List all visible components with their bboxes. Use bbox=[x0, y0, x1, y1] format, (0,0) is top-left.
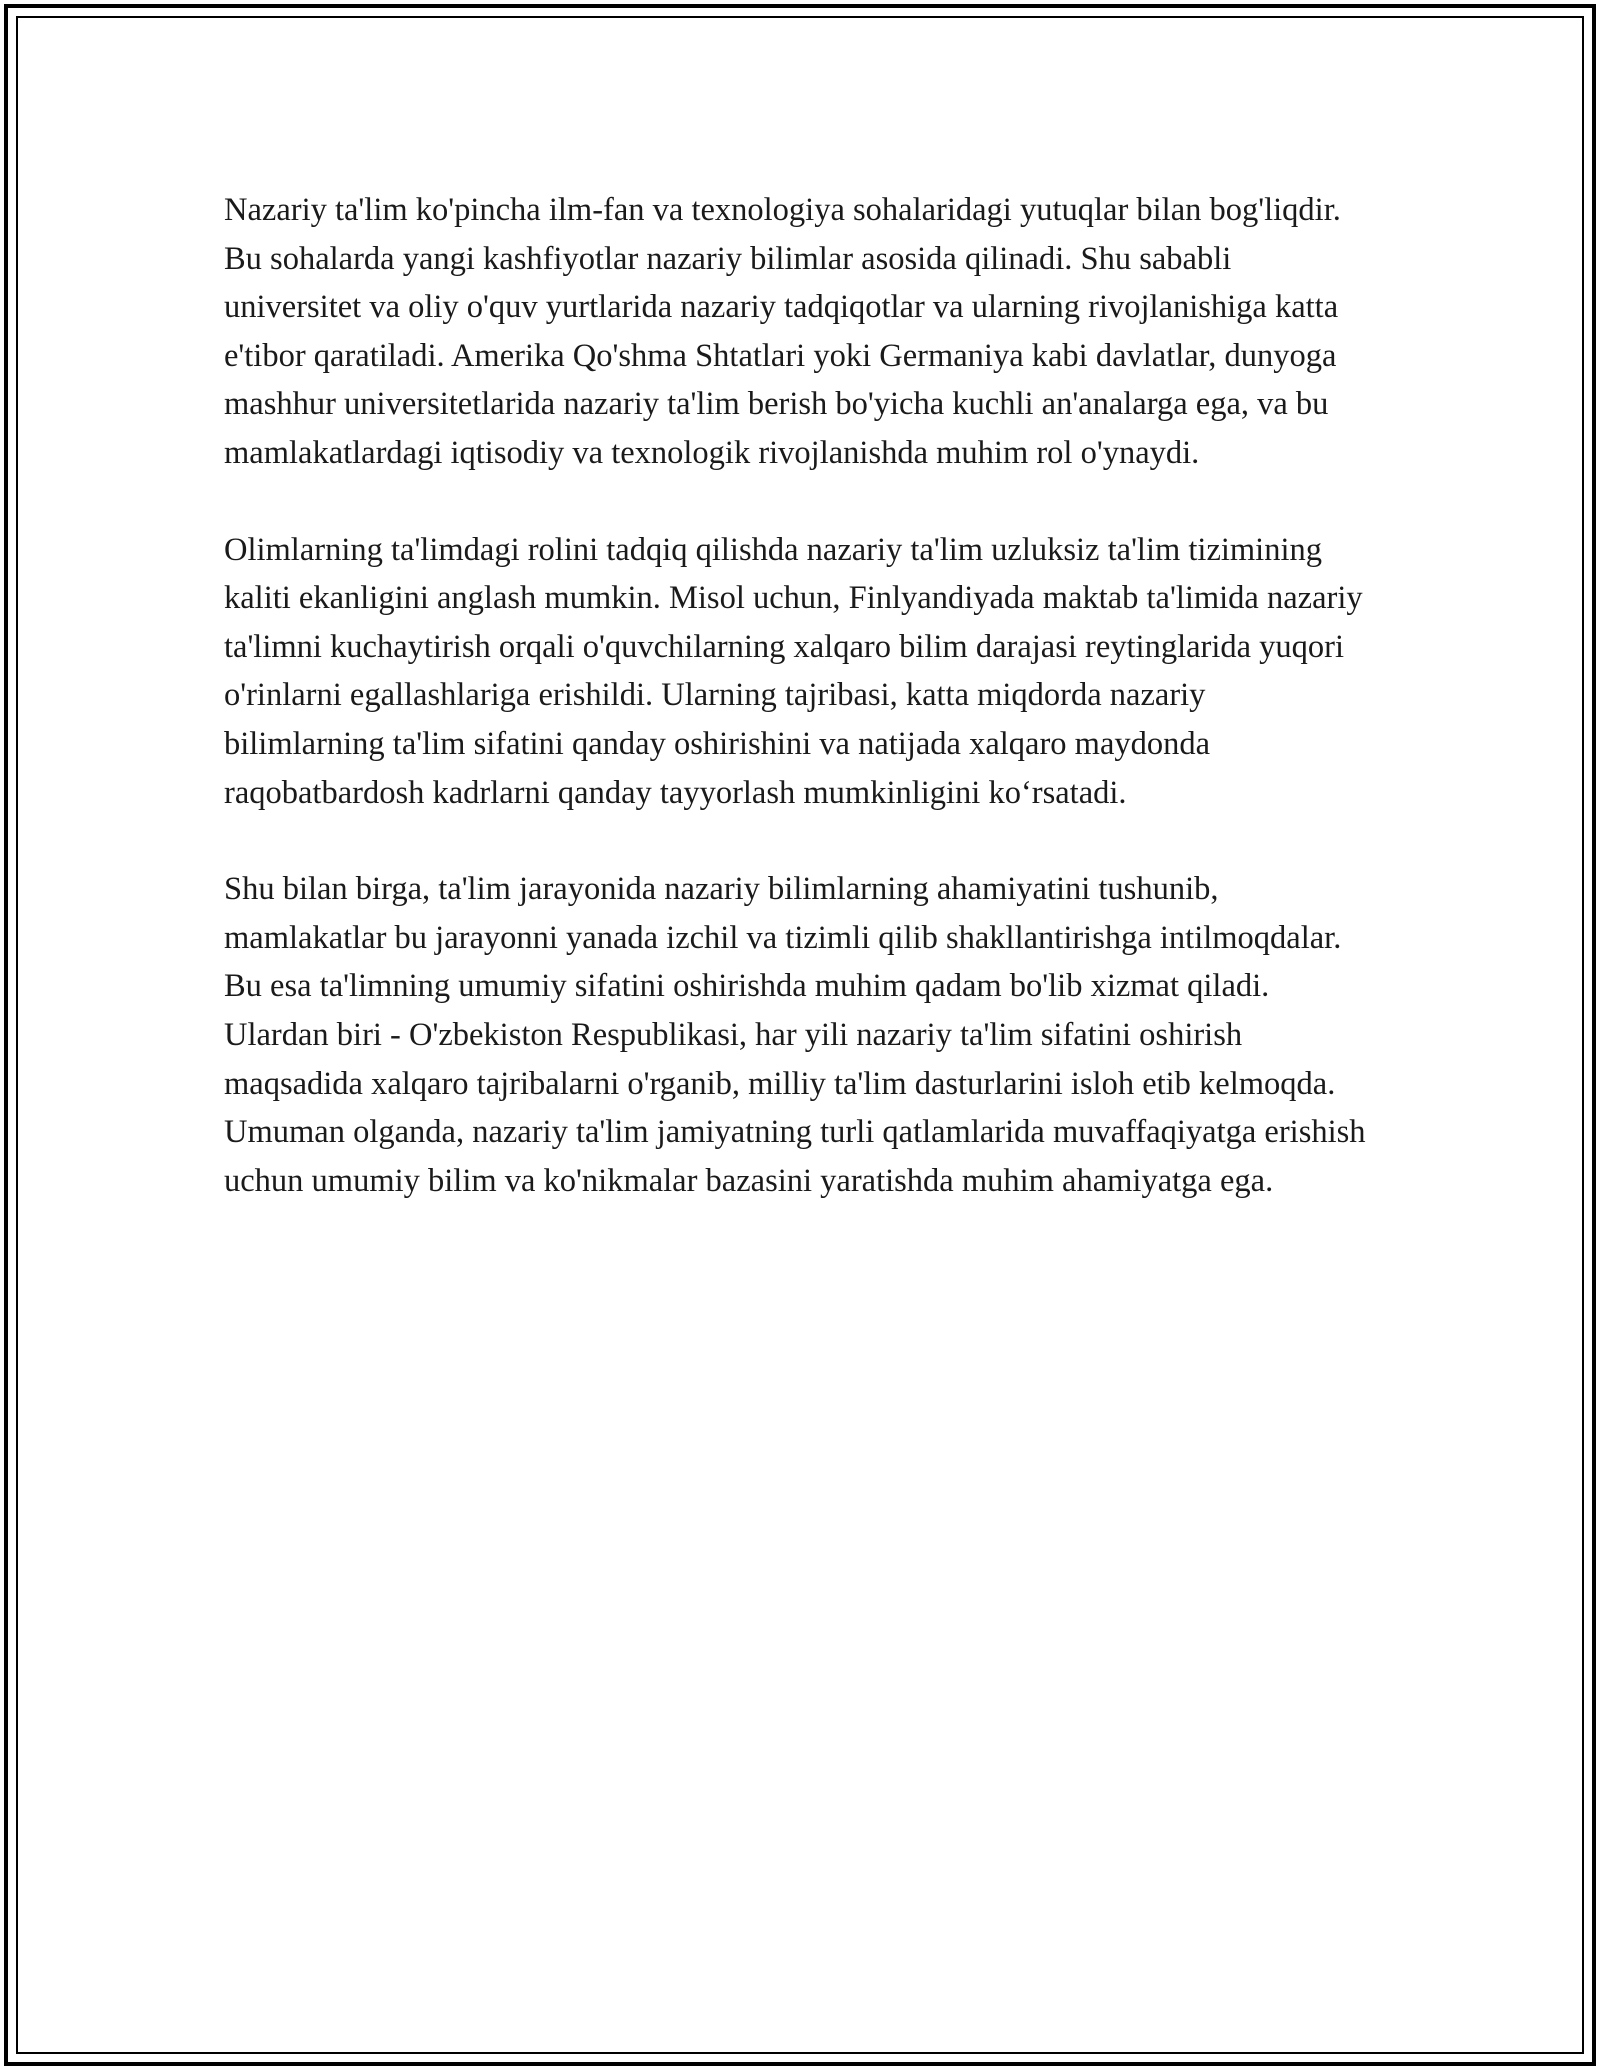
paragraph-3: Shu bilan birga, ta'lim jarayonida nazariy bilimlarning ahamiyatini tushunib, mamlakatlar bu jarayonni yanada izchil va tizimli qilib shakllantirishga intilmoqdalar. Bu esa ta'limning umumiy sifatini oshirishda muhim qadam bo'lib xizmat qiladi. Ulardan biri - O'zbekiston Respublikasi, har yili nazariy ta'lim sifatini oshirish maqsadida xalqaro tajribalarni o'rganib, milliy ta'lim dasturlarini isloh etib kelmoqda. Umuman olganda, nazariy ta'lim jamiyatning turli qatlamlarida muvaffaqiyatga erishish uchun umumiy bilim va ko'nikmalar bazasini yaratishda muhim ahamiyatga ega. bbox=[224, 871, 1366, 1199]
paragraph-2: Olimlarning ta'limdagi rolini tadqiq qilishda nazariy ta'lim uzluksiz ta'lim tizimining kaliti ekanligini anglash mumkin. Misol uchun, Finlyandiyada maktab ta'limida nazariy ta'limni kuchaytirish orqali o'quvchilarning xalqaro bilim darajasi reytinglarida yuqori o'rinlarni egallashlariga erishildi. Ularning tajribasi, katta miqdorda nazariy bilimlarning ta'lim sifatini qanday oshirishini va natijada xalqaro maydonda raqobatbardosh kadrlarni qanday tayyorlash mumkinligini ko‘rsatadi. bbox=[224, 531, 1363, 811]
document-body bbox=[224, 186, 1374, 1253]
paragraph-1: Nazariy ta'lim ko'pincha ilm-fan va texnologiya sohalaridagi yutuqlar bilan bog'liqdir. Bu sohalarda yangi kashfiyotlar nazariy bilimlar asosida qilinadi. Shu sababli universitet va oliy o'quv yurtlarida nazariy tadqiqotlar va ularning rivojlanishiga katta e'tibor qaratiladi. Amerika Qo'shma Shtatlari yoki Germaniya kabi davlatlar, dunyoga mashhur universitetlarida nazariy ta'lim berish bo'yicha kuchli an'analarga ega, va bu mamlakatlardagi iqtisodiy va texnologik rivojlanishda muhim rol o'ynaydi. bbox=[224, 192, 1341, 471]
